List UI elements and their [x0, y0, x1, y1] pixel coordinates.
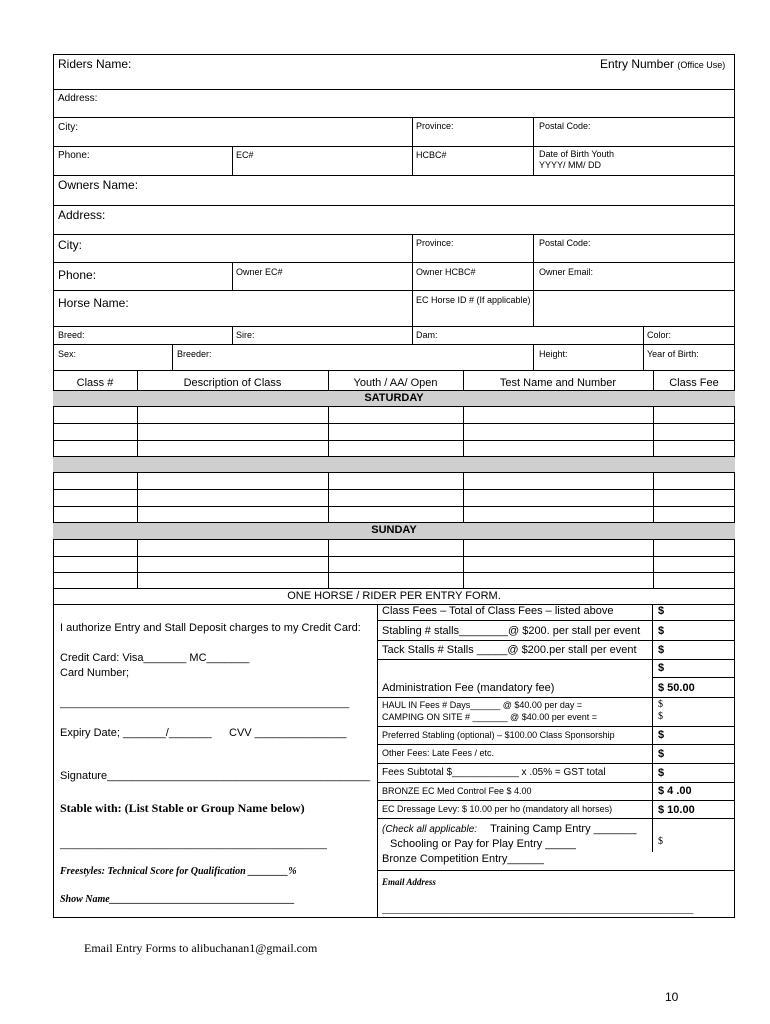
haul-in-field[interactable]: HAUL IN Fees # Days______ @ $40.00 per day = — [382, 700, 583, 710]
dob-line-2: YYYY/ MM/ DD — [539, 160, 602, 170]
rider-phone-label: Phone: — [58, 150, 90, 161]
amount-subtotal[interactable]: $ — [658, 767, 665, 779]
color-label: Color: — [647, 330, 672, 340]
training-camp-field[interactable]: Training Camp Entry _______ — [490, 823, 637, 835]
rider-postal-code-label: Postal Code: — [539, 121, 591, 131]
horse-name-label: Horse Name: — [58, 296, 129, 310]
col-youth-aa-open: Youth / AA/ Open — [353, 377, 438, 389]
bronze-ec-label: BRONZE EC Med Control Fee $ 4.00 — [382, 786, 532, 796]
sire-label: Sire: — [236, 330, 255, 340]
one-horse-notice: ONE HORSE / RIDER PER ENTRY FORM. — [287, 590, 501, 602]
class-fees-label: Class Fees – Total of Class Fees – listed above — [382, 605, 614, 617]
col-description: Description of Class — [183, 377, 282, 389]
stable-with-label: Stable with: (List Stable or Group Name below) — [60, 801, 305, 815]
preferred-stabling-label: Preferred Stabling (optional) – $100.00 Class Sponsorship — [382, 730, 615, 740]
ec-levy-label: EC Dressage Levy: $ 10.00 per ho (mandatory all horses) — [382, 804, 613, 814]
dam-label: Dam: — [416, 330, 438, 340]
cvv-field[interactable]: CVV _______________ — [229, 727, 347, 739]
owner-phone-label: Phone: — [58, 268, 97, 282]
check-all-label: (Check all applicable: — [382, 824, 478, 835]
card-number-field[interactable]: ____________________________________________________ — [60, 698, 350, 709]
admin-fee-label: Administration Fee (mandatory fee) — [382, 682, 555, 694]
tack-stalls-field[interactable]: Tack Stalls # Stalls _____@ $200.per stall per event — [382, 644, 637, 656]
entry-number-text: Entry Number — [600, 57, 675, 71]
amount-admin-fee: $ 50.00 — [658, 682, 695, 694]
breed-label: Breed: — [58, 330, 85, 340]
year-of-birth-label: Year of Birth: — [647, 349, 699, 359]
owner-ec-label: Owner EC# — [236, 267, 283, 277]
rider-dob-label — [539, 149, 614, 171]
authorize-text: I authorize Entry and Stall Deposit charges to my Credit Card: — [60, 622, 361, 634]
amount-check-all[interactable]: $ — [658, 836, 663, 847]
bronze-competition-field[interactable]: Bronze Competition Entry______ — [382, 853, 545, 865]
amount-other-fees[interactable]: $ — [658, 748, 665, 760]
freestyles-field[interactable]: Freestyles: Technical Score for Qualification ________% — [60, 866, 297, 877]
camping-field[interactable]: CAMPING ON SITE # _______ @ $40.00 per event = — [382, 712, 597, 722]
check-all-line — [382, 823, 636, 836]
col-class-fee: Class Fee — [669, 377, 719, 389]
rider-hcbc-label: HCBC# — [416, 150, 447, 160]
sunday-label: SUNDAY — [371, 524, 417, 536]
rider-ec-label: EC# — [236, 150, 254, 160]
amount-camping[interactable]: $ — [658, 711, 663, 722]
email-address-label: Email Address — [382, 877, 436, 887]
owner-address-label: Address: — [58, 208, 106, 222]
credit-card-line: Credit Card: Visa_______ MC_______ — [60, 652, 250, 664]
email-entry-instructions: Email Entry Forms to alibuchanan1@gmail.com — [84, 941, 318, 955]
owners-name-label: Owners Name: — [58, 178, 139, 192]
schooling-field[interactable]: Schooling or Pay for Play Entry _____ — [390, 838, 576, 850]
email-address-field[interactable]: ______________________________________________________________________ — [382, 905, 694, 914]
owner-province-label: Province: — [416, 238, 454, 248]
entry-number-label — [600, 57, 725, 72]
owner-postal-code-label: Postal Code: — [539, 238, 591, 248]
amount-blank[interactable]: $ — [658, 662, 665, 674]
amount-bronze-ec: $ 4 .00 — [658, 785, 692, 797]
amount-tack-stalls[interactable]: $ — [658, 644, 665, 656]
owner-city-label: City: — [58, 238, 82, 252]
rider-province-label: Province: — [416, 121, 454, 131]
expiry-date-field[interactable]: Expiry Date; _______/_______ — [60, 727, 212, 739]
card-number-label: Card Number; — [60, 667, 130, 679]
amount-haul-in[interactable]: $ — [658, 699, 663, 710]
col-class-number: Class # — [76, 377, 114, 389]
dob-line-1: Date of Birth Youth — [539, 149, 615, 159]
amount-class-fees[interactable]: $ — [658, 605, 665, 617]
sex-label: Sex: — [58, 349, 77, 359]
signature-field[interactable]: Signature___________________________________________ — [60, 770, 371, 782]
stable-name-field[interactable]: ________________________________________________ — [60, 839, 327, 850]
owner-email-label: Owner Email: — [539, 267, 594, 277]
amount-ec-levy: $ 10.00 — [658, 804, 695, 816]
ec-horse-id-label: EC Horse ID # (If applicable) — [416, 295, 531, 305]
amount-stabling[interactable]: $ — [658, 625, 665, 637]
height-label: Height: — [539, 349, 568, 359]
rider-city-label: City: — [58, 122, 78, 133]
saturday-label: SATURDAY — [364, 392, 424, 404]
fees-subtotal-field[interactable]: Fees Subtotal $____________ x .05% = GST total — [382, 767, 606, 778]
other-fees-label: Other Fees: Late Fees / etc. — [382, 748, 495, 758]
show-name-field[interactable]: Show Name_____________________________________ — [60, 894, 295, 905]
breeder-label: Breeder: — [177, 349, 212, 359]
stabling-field[interactable]: Stabling # stalls________@ $200. per stall per event — [382, 625, 641, 637]
amount-preferred[interactable]: $ — [658, 729, 665, 741]
riders-name-label: Riders Name: — [58, 57, 132, 71]
owner-hcbc-label: Owner HCBC# — [416, 267, 476, 277]
office-use-note: (Office Use) — [677, 60, 726, 70]
rider-address-label: Address: — [58, 93, 98, 104]
page-number: 10 — [665, 990, 679, 1004]
col-test-name: Test Name and Number — [499, 377, 617, 389]
table-row-shaded — [53, 457, 735, 472]
